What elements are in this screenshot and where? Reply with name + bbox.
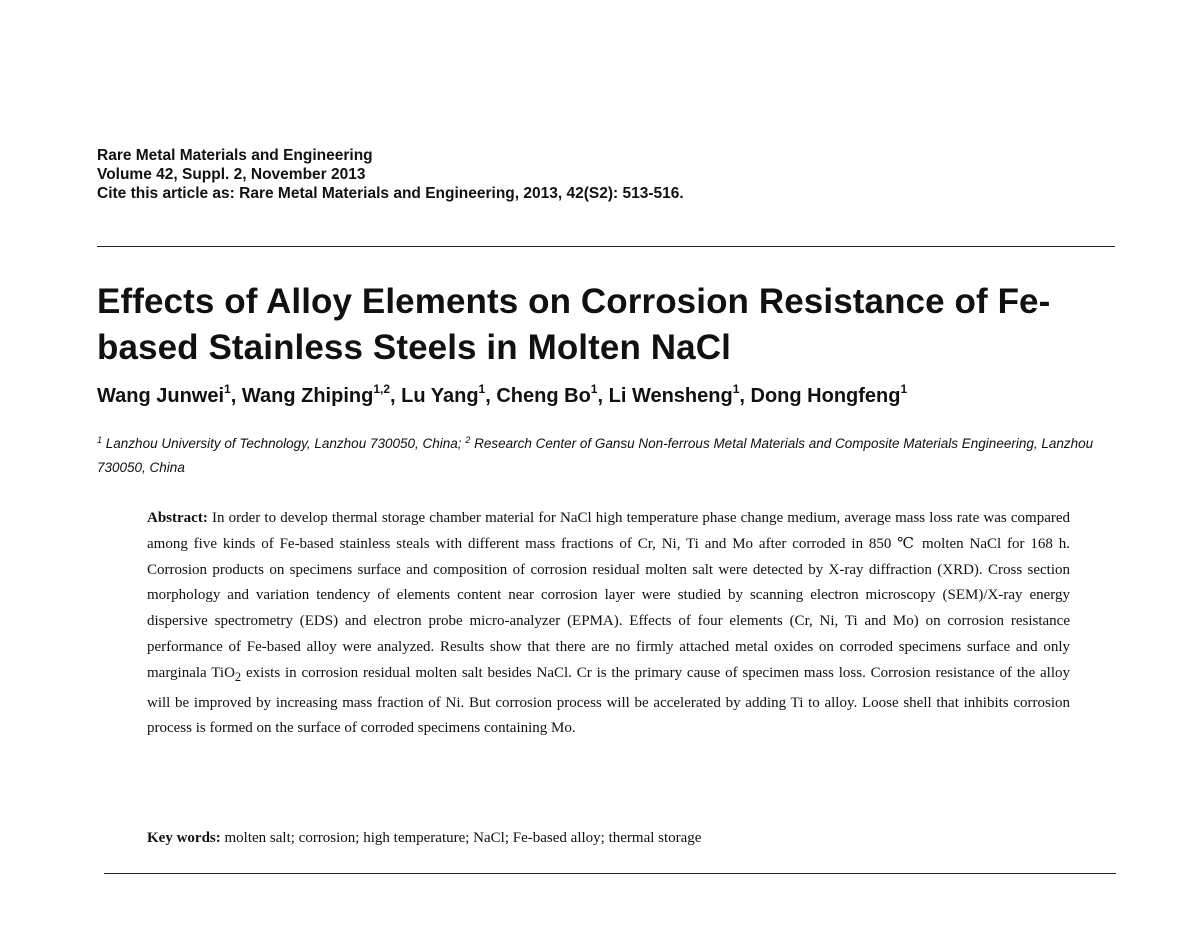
affiliation-text: Research Center of Gansu Non-ferrous Metal Materials and Composite Materials Engineering, Lanzhou 730050, China	[97, 436, 1094, 475]
author-separator: ,	[390, 385, 402, 407]
author-list	[97, 382, 907, 410]
author-affiliation-mark: 1,2	[373, 382, 390, 396]
journal-header	[97, 146, 684, 203]
article-title: Effects of Alloy Elements on Corrosion Resistance of Fe-based Stainless Steels in Molten NaCl	[97, 282, 1051, 367]
author-affiliation-mark: 1	[590, 382, 598, 396]
affiliations	[97, 432, 1117, 480]
author-name: Wang Junwei	[97, 385, 225, 407]
abstract-subscript: 2	[234, 669, 242, 684]
abstract-text-part2: exists in corrosion residual molten salt besides NaCl. Cr is the primary cause of specimen mass loss. Corrosion resistance of the alloy will be improved by increasing mass fraction of Ni. But corrosion process will be accelerated by adding Ti to alloy. Loose shell that inhibits corrosion process is formed on the surface of corroded specimens containing Mo.	[147, 664, 1070, 737]
author-affiliation-mark: 1	[732, 382, 740, 396]
author-affiliation-mark: 1	[478, 382, 486, 396]
affiliation-mark: 1	[97, 435, 103, 445]
author-name: Lu Yang	[401, 385, 479, 407]
affiliation-mark: 2	[465, 435, 471, 445]
author-separator: ,	[739, 385, 751, 407]
author-separator: ,	[230, 385, 242, 407]
citation-line: Cite this article as: Rare Metal Materials and Engineering, 2013, 42(S2): 513-516.	[97, 185, 684, 202]
author-separator: ,	[485, 385, 497, 407]
abstract	[147, 506, 1070, 742]
abstract-text-part1: In order to develop thermal storage chamber material for NaCl high temperature phase change medium, average mass loss rate was compared among five kinds of Fe-based stainless steals with different mass fractions of Cr, Ni, Ti and Mo after corroded in 850 ℃ molten NaCl for 168 h. Corrosion products on specimens surface and composition of corrosion residual molten salt were detected by X-ray diffraction (XRD). Cross section morphology and variation tendency of elements content near corrosion layer were studied by scanning electron microscopy (SEM)/X-ray energy dispersive spectrometry (EDS) and electron probe micro-analyzer (EPMA). Effects of four elements (Cr, Ni, Ti and Mo) on corrosion resistance performance of Fe-based alloy were analyzed. Results show that there are no firmly attached metal oxides on corroded specimens surface and only marginala TiO	[147, 510, 1071, 681]
author-name: Dong Hongfeng	[750, 385, 901, 407]
keywords	[147, 827, 1070, 849]
author-name: Wang Zhiping	[241, 385, 374, 407]
keywords-label: Key words:	[147, 830, 221, 846]
author-affiliation-mark: 1	[900, 382, 908, 396]
top-divider	[97, 246, 1115, 247]
journal-name: Rare Metal Materials and Engineering	[97, 147, 373, 164]
author-name: Cheng Bo	[496, 385, 591, 407]
keywords-text: molten salt; corrosion; high temperature; NaCl; Fe-based alloy; thermal storage	[224, 830, 702, 846]
author-affiliation-mark: 1	[224, 382, 231, 396]
abstract-label: Abstract:	[147, 510, 208, 526]
bottom-divider	[104, 873, 1116, 874]
journal-volume: Volume 42, Suppl. 2, November 2013	[97, 166, 366, 183]
affiliation-text: Lanzhou University of Technology, Lanzhou 730050, China;	[105, 436, 462, 451]
author-separator: ,	[597, 385, 609, 407]
author-name: Li Wensheng	[608, 385, 733, 407]
